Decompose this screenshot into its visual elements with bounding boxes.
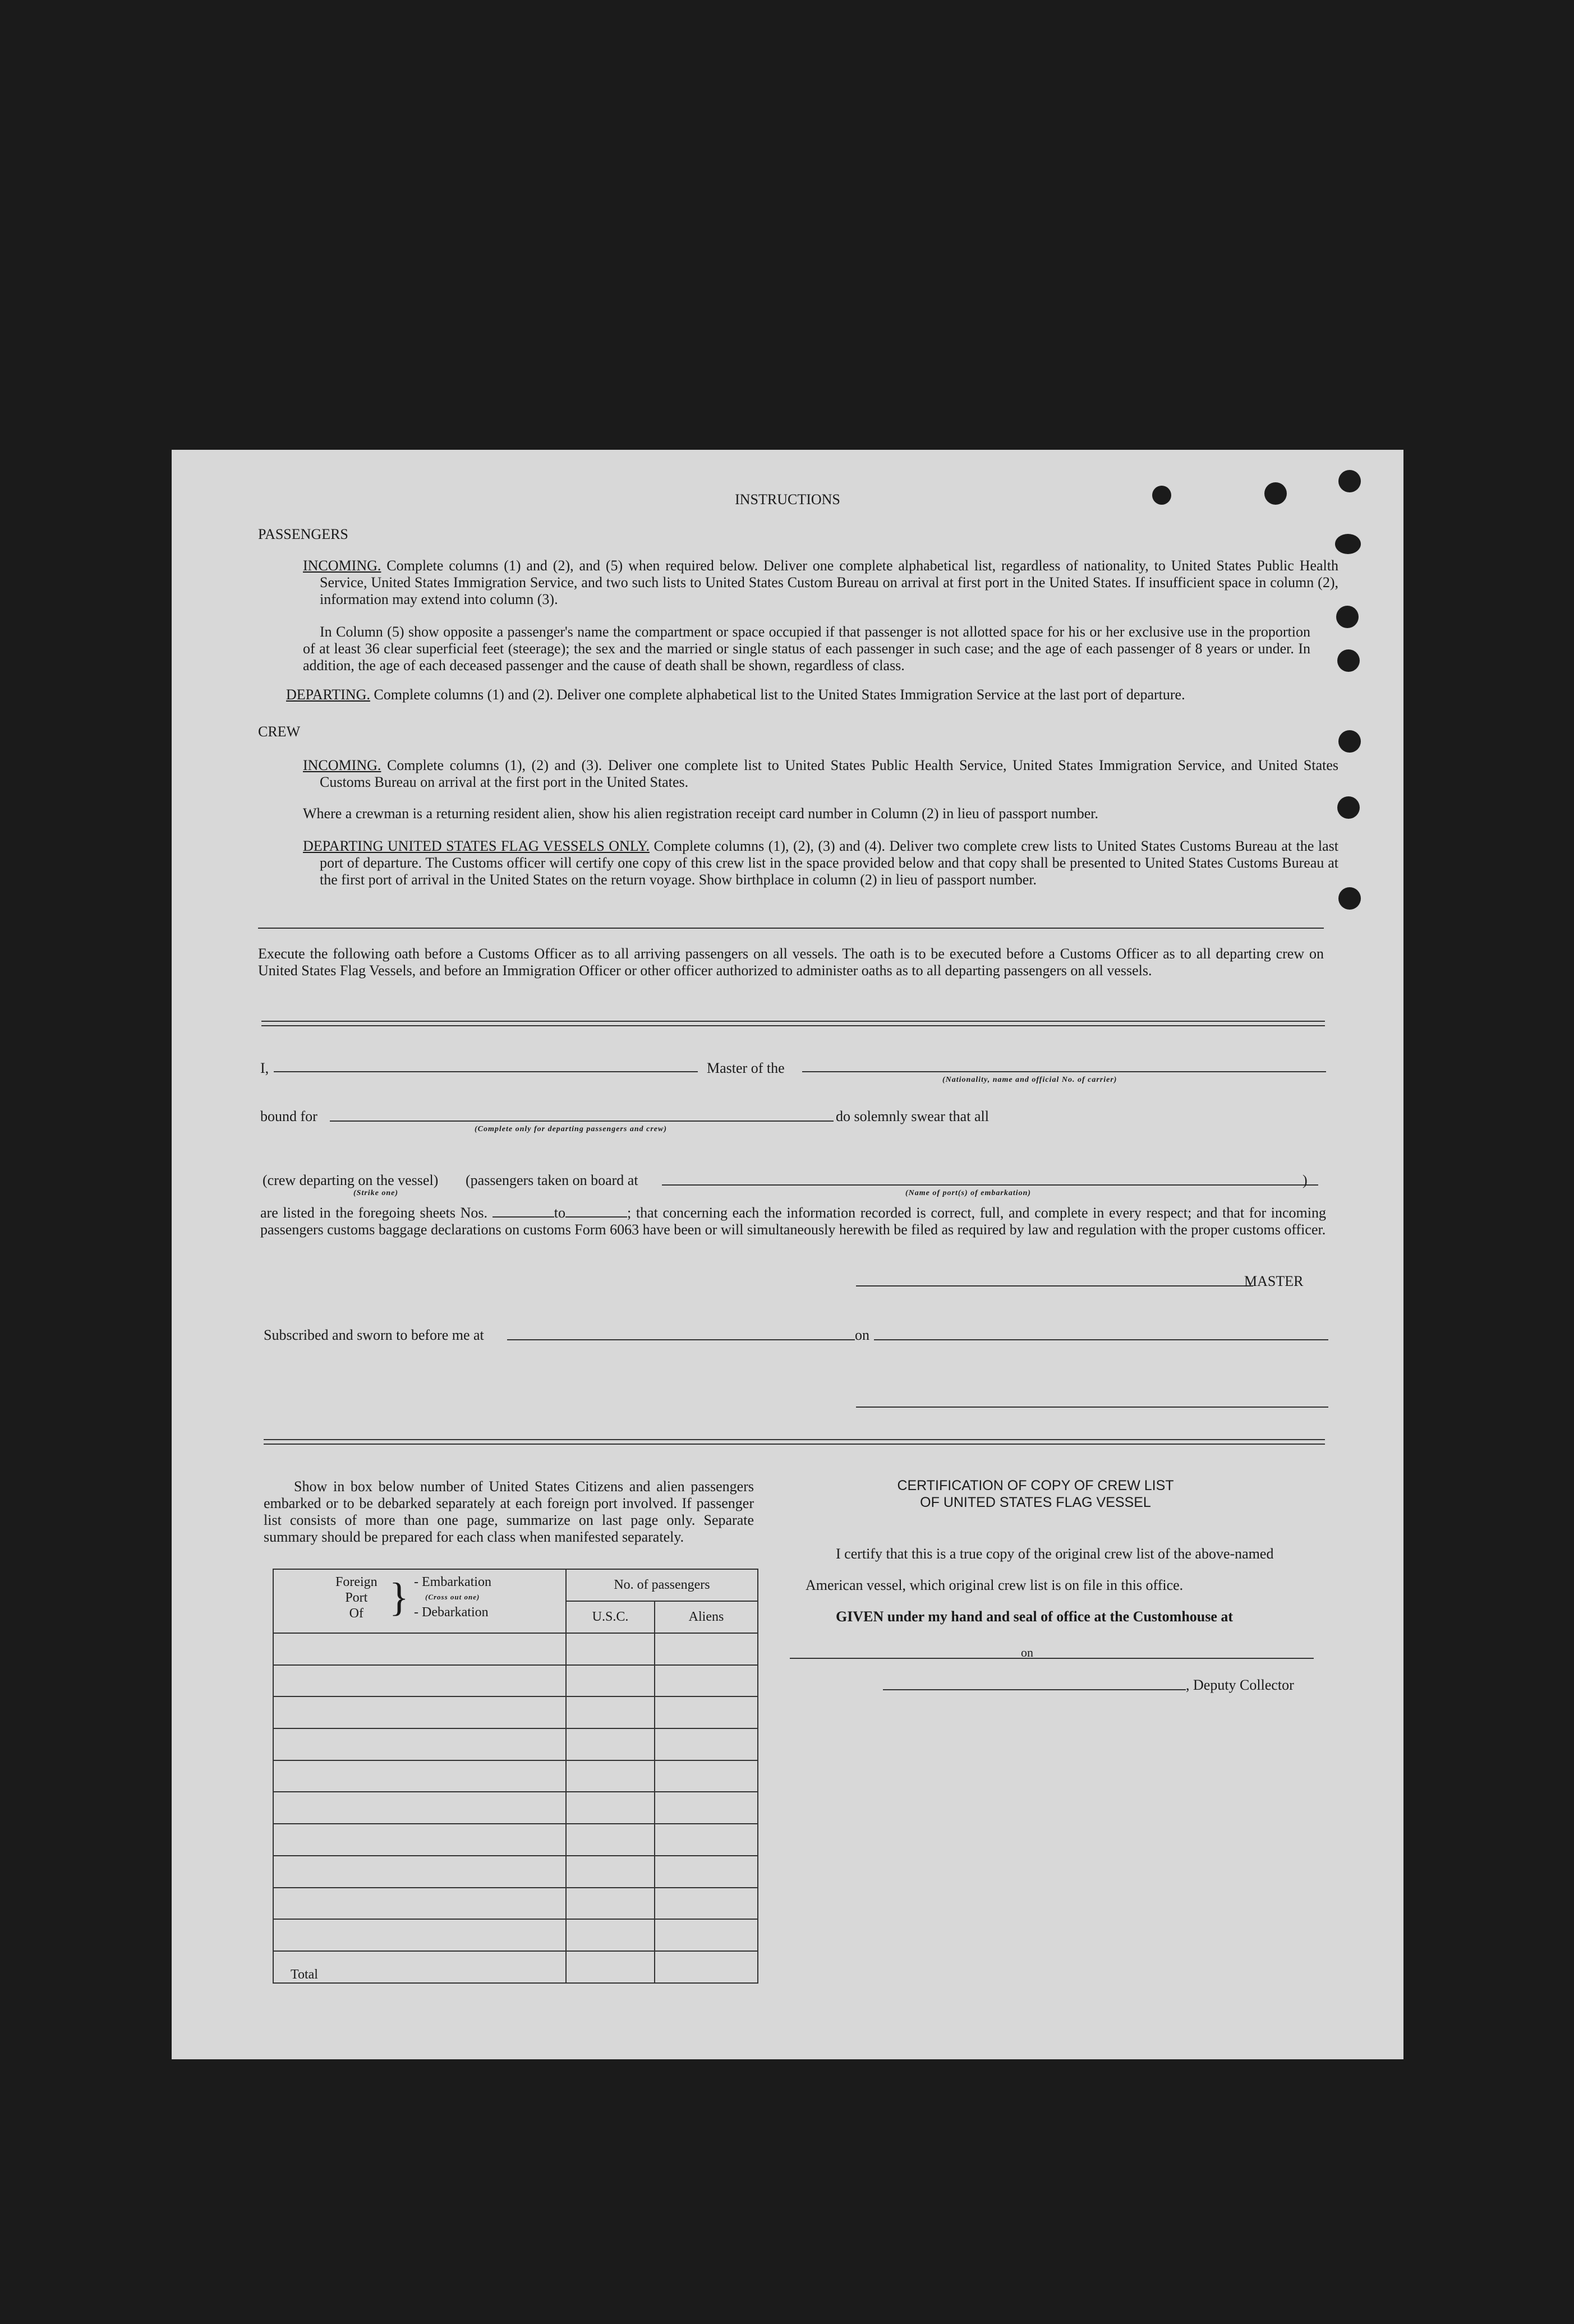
embark-debark-options: [414, 1574, 491, 1620]
punch-hole: [1336, 606, 1359, 628]
aliens-cell[interactable]: [655, 1824, 758, 1856]
cert-on-label: on: [1021, 1645, 1033, 1659]
sheet-to-field[interactable]: [565, 1205, 627, 1218]
departing-label: DEPARTING.: [286, 686, 370, 703]
usc-cell[interactable]: [566, 1824, 655, 1856]
passenger-summary-table: [273, 1569, 758, 1984]
usc-cell[interactable]: [566, 1792, 655, 1824]
usc-cell[interactable]: [566, 1728, 655, 1760]
passengers-taken-option: (passengers taken on board at: [466, 1172, 638, 1188]
summary-header-row: [273, 1569, 758, 1601]
table-row: [273, 1728, 758, 1760]
cross-out-caption: (Cross out one): [425, 1593, 480, 1601]
usc-cell[interactable]: [566, 1760, 655, 1792]
table-row: [273, 1856, 758, 1888]
aliens-cell[interactable]: [655, 1760, 758, 1792]
cert-line1: I certify that this is a true copy of the original crew list of the above-named: [836, 1546, 1274, 1562]
aliens-total-cell[interactable]: [655, 1951, 758, 1983]
table-row: [273, 1633, 758, 1665]
port-header-cell: [273, 1569, 566, 1633]
oath-i-label: I,: [260, 1060, 269, 1076]
table-row: [273, 1696, 758, 1728]
crew-departing-label: DEPARTING UNITED STATES FLAG VESSELS ONLY.: [303, 838, 650, 854]
table-row: [273, 1792, 758, 1824]
port-cell[interactable]: [273, 1760, 566, 1792]
instructions-title: INSTRUCTIONS: [735, 491, 840, 508]
sworn-place-line[interactable]: [507, 1339, 855, 1340]
master-signature-line[interactable]: [856, 1285, 1253, 1286]
foreign-port-of: [335, 1574, 378, 1621]
port-cell[interactable]: [273, 1696, 566, 1728]
close-paren: ): [1303, 1172, 1308, 1188]
aliens-cell[interactable]: [655, 1792, 758, 1824]
port-cell[interactable]: [273, 1728, 566, 1760]
usc-cell[interactable]: [566, 1856, 655, 1888]
crew-departing-text: Complete columns (1), (2), (3) and (4). Deliver two complete crew lists to United States Customs Bureau at the last port of departure. The Customs officer will certify one copy of this crew list in the space provided below and that copy shall be presented to United States Customs Bureau at the first port of arrival in the United States on the return voyage. Show birthplace in column (2) in lieu of passport number.: [320, 838, 1338, 888]
sheet-from-field[interactable]: [493, 1205, 554, 1218]
departing-text: Complete columns (1) and (2). Deliver one complete alphabetical list to the United States Immigration Service at the last port of departure.: [374, 686, 1185, 703]
port-cell[interactable]: [273, 1792, 566, 1824]
crew-incoming: [303, 757, 1338, 791]
oath-statement: [260, 1205, 1326, 1238]
embarkation-label: - Embarkation: [414, 1575, 491, 1589]
table-row: [273, 1760, 758, 1792]
carrier-line[interactable]: [802, 1071, 1326, 1072]
usc-total-cell[interactable]: [566, 1951, 655, 1983]
port-cell[interactable]: [273, 1665, 566, 1697]
punch-hole: [1337, 796, 1360, 819]
crew-heading: CREW: [258, 723, 301, 740]
of-label: Of: [349, 1606, 363, 1621]
carrier-caption: (Nationality, name and official No. of carrier): [942, 1076, 1117, 1084]
table-row: [273, 1824, 758, 1856]
punch-hole: [1337, 649, 1360, 672]
port-cell[interactable]: [273, 1888, 566, 1920]
no-passengers-header: No. of passengers: [566, 1569, 758, 1601]
master-of-label: Master of the: [707, 1060, 785, 1076]
statement-text: ; that concerning each the information recorded is correct, full, and complete in every respect; and that for incoming passengers customs baggage declarations on customs Form 6063 have been or will simultaneously herewith be filed as required by law and regulation with the proper customs officer.: [260, 1205, 1326, 1238]
port-cell[interactable]: [273, 1919, 566, 1951]
bound-for-label: bound for: [260, 1108, 317, 1124]
aliens-cell[interactable]: [655, 1728, 758, 1760]
passengers-column5: In Column (5) show opposite a passenger's name the compartment or space occupied if that passenger is not allotted space for his or her exclusive use in the proportion of at least 36 clear superficial feet (steerage); the sex and the married or single status of each passenger in such case; and the age of each passenger of 8 years or under. In addition, the age of each deceased passenger and the cause of death shall be shown, regardless of class.: [303, 624, 1310, 674]
swear-label: do solemnly swear that all: [836, 1108, 989, 1124]
deputy-signature-line[interactable]: [883, 1689, 1186, 1690]
port-cell[interactable]: [273, 1633, 566, 1665]
summary-intro: Show in box below number of United States Citizens and alien passengers embarked or to be debarked separately at each foreign port involved. If passenger list consists of more than one page, summarize on last page only. Separate summary should be prepared for each class when manifested separately.: [264, 1478, 754, 1545]
aliens-cell[interactable]: [655, 1919, 758, 1951]
aliens-cell[interactable]: [655, 1888, 758, 1920]
aliens-cell[interactable]: [655, 1856, 758, 1888]
cert-title-line1: CERTIFICATION OF COPY OF CREW LIST: [897, 1478, 1174, 1493]
port-cell[interactable]: [273, 1856, 566, 1888]
to-label: to: [554, 1205, 565, 1221]
punch-hole: [1338, 470, 1361, 492]
officer-signature-line[interactable]: [856, 1407, 1328, 1408]
master-name-line[interactable]: [274, 1071, 698, 1072]
listed-label: are listed in the foregoing sheets Nos.: [260, 1205, 488, 1221]
brace: }: [389, 1575, 409, 1620]
embarkation-ports-line[interactable]: [662, 1184, 1318, 1186]
incoming-text: Complete columns (1) and (2), and (5) when required below. Deliver one complete alphabetical list, regardless of nationality, to United States Public Health Service, United States Immigration Service, and two such lists to United States Custom Bureau on arrival at first port in the United States. If insufficient space in column (2), information may extend into column (3).: [320, 557, 1338, 607]
ports-caption: (Name of port(s) of embarkation): [905, 1189, 1032, 1197]
incoming-label: INCOMING.: [303, 557, 381, 574]
crew-resident: Where a crewman is a returning resident alien, show his alien registration receipt card number in Column (2) in lieu of passport number.: [303, 805, 1099, 822]
punch-hole: [1338, 887, 1361, 910]
punch-hole: [1335, 534, 1361, 554]
aliens-cell[interactable]: [655, 1633, 758, 1665]
cert-line2: American vessel, which original crew list is on file in this office.: [806, 1577, 1184, 1593]
oath-intro: Execute the following oath before a Customs Officer as to all arriving passengers on all vessels. The oath is to be executed before a Customs Officer as to all departing crew on United States Flag Vessels, and before an Immigration Officer or other officer authorized to administer oaths as to all departing passengers on all vessels.: [258, 946, 1324, 979]
crew-departing: [303, 838, 1338, 888]
form-page: [172, 450, 1403, 2059]
table-row: [273, 1919, 758, 1951]
total-row: [273, 1951, 758, 1983]
usc-cell[interactable]: [566, 1919, 655, 1951]
punch-hole: [1338, 730, 1361, 753]
table-row: [273, 1665, 758, 1697]
port-label: Port: [345, 1590, 368, 1605]
bound-for-line[interactable]: [330, 1120, 834, 1122]
usc-cell[interactable]: [566, 1665, 655, 1697]
double-divider: [261, 1021, 1325, 1026]
certification-title: [845, 1477, 1226, 1511]
subscribed-label: Subscribed and sworn to before me at: [264, 1327, 484, 1343]
aliens-cell[interactable]: [655, 1696, 758, 1728]
crew-incoming-label: INCOMING.: [303, 757, 381, 773]
cert-line3: GIVEN under my hand and seal of office at the Customhouse at: [836, 1608, 1234, 1625]
crew-incoming-text: Complete columns (1), (2) and (3). Deliver one complete list to United States Public Health Service, United States Immigration Service, and United States Customs Bureau on arrival at the first port in the United States.: [320, 757, 1339, 790]
port-cell[interactable]: [273, 1824, 566, 1856]
usc-header: U.S.C.: [566, 1601, 655, 1633]
usc-cell[interactable]: [566, 1888, 655, 1920]
usc-cell[interactable]: [566, 1696, 655, 1728]
divider: [258, 928, 1324, 929]
total-label: Total: [273, 1951, 566, 1983]
double-divider: [264, 1439, 1325, 1445]
passengers-incoming: [303, 557, 1338, 608]
table-row: [273, 1888, 758, 1920]
sworn-on-label: on: [855, 1327, 869, 1343]
crew-departing-option: (crew departing on the vessel): [263, 1172, 439, 1188]
passengers-heading: PASSENGERS: [258, 526, 348, 542]
foreign-label: Foreign: [335, 1575, 378, 1589]
aliens-cell[interactable]: [655, 1665, 758, 1697]
sworn-date-line[interactable]: [874, 1339, 1328, 1340]
passengers-departing: [286, 686, 1329, 703]
master-label: MASTER: [1244, 1273, 1304, 1289]
usc-cell[interactable]: [566, 1633, 655, 1665]
deputy-collector-label: , Deputy Collector: [1186, 1677, 1294, 1693]
customhouse-line[interactable]: [790, 1658, 1314, 1659]
debarkation-label: - Debarkation: [414, 1605, 489, 1620]
strike-caption: (Strike one): [353, 1189, 399, 1197]
aliens-header: Aliens: [655, 1601, 758, 1633]
cert-title-line2: OF UNITED STATES FLAG VESSEL: [920, 1495, 1151, 1510]
bound-caption: (Complete only for departing passengers and crew): [475, 1125, 667, 1133]
